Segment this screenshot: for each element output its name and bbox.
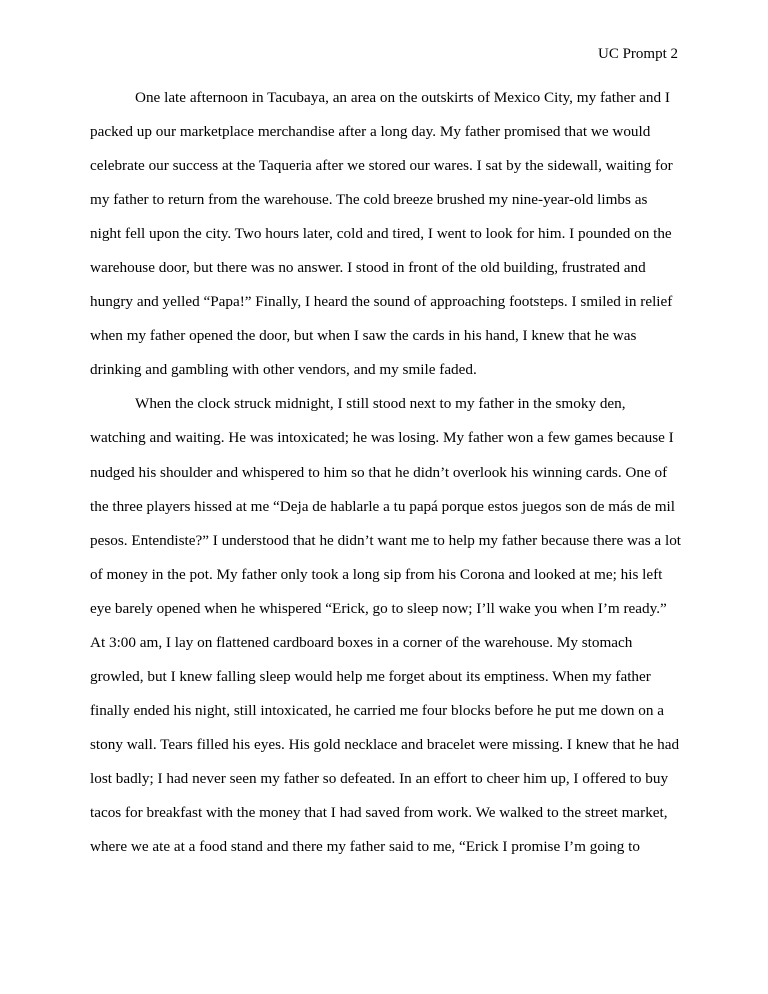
paragraph-2-line: the three players hissed at me “Deja de hablarle a tu papá porque estos juegos son de más de mil [90, 497, 675, 515]
paragraph-2-line: growled, but I knew falling sleep would help me forget about its emptiness. When my father [90, 667, 651, 685]
paragraph-1-line: night fell upon the city. Two hours later, cold and tired, I went to look for him. I pounded on the [90, 225, 672, 243]
paragraph-1-line-1: One late afternoon in Tacubaya, an area on the outskirts of Mexico City, my father and I [135, 89, 670, 106]
paragraph-2-line: where we ate at a food stand and there my father said to me, “Erick I promise I’m going to [90, 838, 640, 856]
paragraph-1-line: celebrate our success at the Taqueria after we stored our wares. I sat by the sidewall, waiting for [90, 157, 673, 175]
paragraph-1-line: hungry and yelled “Papa!” Finally, I heard the sound of approaching footsteps. I smiled in relief [90, 293, 673, 311]
paragraph-2-line: At 3:00 am, I lay on flattened cardboard boxes in a corner of the warehouse. My stomach [90, 633, 633, 651]
running-head: UC Prompt 2 [597, 46, 678, 62]
paragraph-1-line: my father to return from the warehouse. The cold breeze brushed my nine-year-old limbs as [90, 191, 648, 209]
paragraph-2-line: lost badly; I had never seen my father so defeated. In an effort to cheer him up, I offered to buy [90, 769, 669, 787]
paragraph-2-line: watching and waiting. He was intoxicated; he was losing. My father won a few games because I [90, 429, 674, 447]
paragraph-2-line: stony wall. Tears filled his eyes. His gold necklace and bracelet were missing. I knew that he had [90, 735, 680, 753]
paragraph-1-line: warehouse door, but there was no answer. I stood in front of the old building, frustrated and [90, 259, 646, 277]
paragraph-2-line: pesos. Entendiste?” I understood that he didn’t want me to help my father because there was a lot [90, 531, 682, 549]
paragraph-1-line: drinking and gambling with other vendors, and my smile faded. [90, 361, 477, 379]
paragraph-2-line: finally ended his night, still intoxicated, he carried me four blocks before he put me down on a [90, 701, 665, 719]
paragraph-2-line: eye barely opened when he whispered “Erick, go to sleep now; I’ll wake you when I’m ready.” [90, 599, 667, 617]
paragraph-1-line: packed up our marketplace merchandise after a long day. My father promised that we would [90, 123, 651, 141]
paragraph-1-line: when my father opened the door, but when I saw the cards in his hand, I knew that he was [90, 327, 637, 345]
essay-body [90, 88, 690, 871]
paragraph-2-line: nudged his shoulder and whispered to him so that he didn’t overlook his winning cards. One of [90, 463, 668, 481]
paragraph-2-line: tacos for breakfast with the money that I had saved from work. We walked to the street market, [90, 803, 668, 821]
paragraph-2-line: of money in the pot. My father only took a long sip from his Corona and looked at me; his left [90, 565, 663, 583]
paragraph-2-line-1: When the clock struck midnight, I still stood next to my father in the smoky den, [135, 395, 626, 413]
